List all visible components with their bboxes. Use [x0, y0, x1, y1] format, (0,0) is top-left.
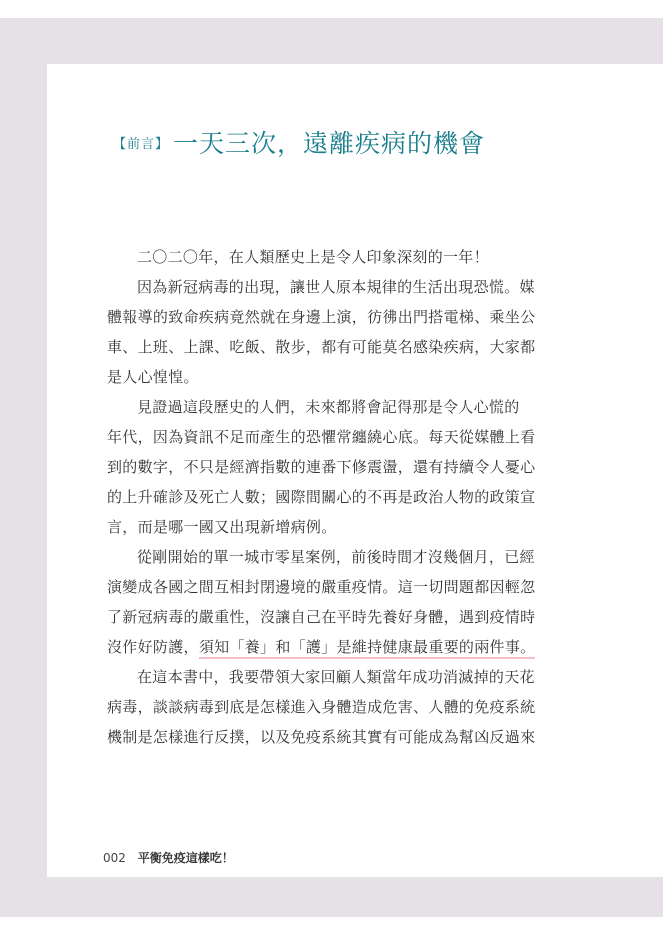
paragraph-line: 因為新冠病毒的出現，讓世人原本規律的生活出現恐慌。媒	[137, 278, 535, 296]
chapter-heading	[113, 124, 485, 160]
paragraph	[107, 542, 562, 662]
chapter-title: 一天三次，遠離疾病的機會	[173, 129, 486, 158]
chapter-tag: 【前言】	[113, 136, 170, 152]
page-footer	[103, 849, 234, 866]
highlighted-sentence: 須知「養」和「護」是維持健康最重要的兩件事。	[199, 638, 536, 659]
paragraph-line	[107, 632, 562, 662]
paragraph-line: 演變成各國之間互相封閉邊境的嚴重疫情。這一切問題都因輕忽	[107, 578, 536, 596]
paragraph-line: 年代，因為資訊不足而產生的恐懼常纏繞心底。每天從媒體上看	[107, 428, 536, 446]
page-number: 002	[103, 851, 126, 865]
paragraph-line: 是人心惶惶。	[107, 368, 199, 386]
body-text	[107, 242, 562, 752]
paragraph-line: 病毒，談談病毒到底是怎樣進入身體造成危害、人體的免疫系統	[107, 698, 536, 716]
paragraph-line: 二〇二〇年，在人類歷史上是令人印象深刻的一年！	[137, 248, 489, 266]
running-book-title: 平衡免疫這樣吃！	[137, 851, 234, 865]
left-margin-band	[0, 18, 47, 917]
paragraph-line: 從剛開始的單一城市零星案例，前後時間才沒幾個月，已經	[137, 548, 535, 566]
top-margin-band	[0, 18, 663, 64]
paragraph-line: 了新冠病毒的嚴重性，沒讓自己在平時先養好身體，遇到疫情時	[107, 608, 536, 626]
bottom-margin-band	[0, 877, 663, 917]
paragraph-line: 到的數字，不只是經濟指數的連番下修震盪，還有持續令人憂心	[107, 458, 536, 476]
paragraph-line: 的上升確診及死亡人數；國際間關心的不再是政治人物的政策宣	[107, 488, 536, 506]
paragraph-line-text: 沒作好防護，	[107, 638, 199, 656]
paragraph-line: 言，而是哪一國又出現新增病例。	[107, 518, 337, 536]
paragraph	[107, 242, 562, 272]
paragraph-line: 機制是怎樣進行反撲，以及免疫系統其實有可能成為幫凶反過來	[107, 728, 536, 746]
paragraph-line: 見證過這段歷史的人們，未來都將會記得那是令人心慌的	[137, 398, 520, 416]
paragraph-line: 車、上班、上課、吃飯、散步，都有可能莫名感染疾病，大家都	[107, 338, 536, 356]
paragraph	[107, 392, 562, 542]
paragraph-line: 體報導的致命疾病竟然就在身邊上演，彷彿出門搭電梯、乘坐公	[107, 308, 536, 326]
paragraph	[107, 662, 562, 752]
paragraph	[107, 272, 562, 392]
paragraph-line: 在這本書中，我要帶領大家回顧人類當年成功消滅掉的天花	[137, 668, 535, 686]
